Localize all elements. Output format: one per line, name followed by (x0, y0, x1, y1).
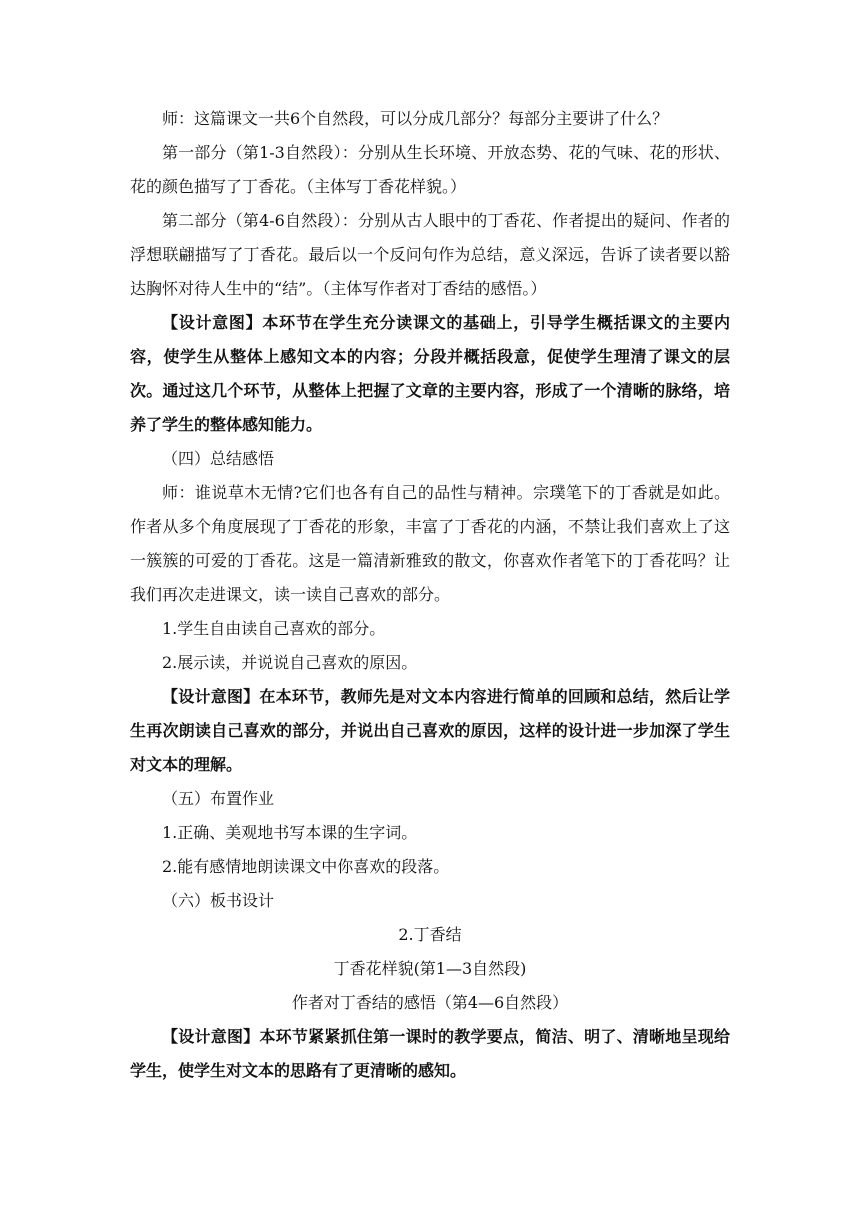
board-title: 2.丁香结 (398, 925, 462, 944)
board-line-1: 丁香花样貌(第1—3自然段) (333, 959, 527, 978)
section-heading-homework: （五）布置作业 (162, 789, 275, 808)
design-intent-1: 【设计意图】本环节在学生充分读课文的基础上，引导学生概括课文的主要内容，使学生从整体上感知文本的内容；分段并概括段意，促使学生理清了课文的层次。通过这几个环节，从整体上把握了文章的主要内容，形成了一个清晰的脉络，培养了学生的整体感知能力。 (130, 313, 730, 434)
paragraph-part-one: 第一部分（第1-3自然段）：分别从生长环境、开放态势、花的气味、花的形状、花的颜色描写了丁香花。（主体写丁香花样貌。） (130, 143, 730, 196)
design-intent-2: 【设计意图】在本环节，教师先是对文本内容进行简单的回顾和总结，然后让学生再次朗读自己喜欢的部分，并说出自己喜欢的原因，这样的设计进一步加深了学生对文本的理解。 (130, 687, 730, 774)
section-heading-summary: （四）总结感悟 (162, 449, 275, 468)
list-item-1: 1.学生自由读自己喜欢的部分。 (162, 619, 386, 638)
document-body (130, 102, 730, 1088)
paragraph-teacher-question: 师：这篇课文一共6个自然段，可以分成几部分？每部分主要讲了什么？ (162, 109, 669, 128)
paragraph-part-two: 第二部分（第4-6自然段）：分别从古人眼中的丁香花、作者提出的疑问、作者的浮想联翩描写了丁香花。最后以一个反问句作为总结，意义深远，告诉了读者要以豁达胸怀对待人生中的“结”。（主体写作者对丁香结的感悟。） (130, 211, 730, 298)
homework-item-2: 2.能有感情地朗读课文中你喜欢的段落。 (162, 857, 450, 876)
design-intent-3: 【设计意图】本环节紧紧抓住第一课时的教学要点，简洁、明了、清晰地呈现给学生，使学生对文本的思路有了更清晰的感知。 (130, 1027, 730, 1080)
list-item-2: 2.展示读，并说说自己喜欢的原因。 (162, 653, 418, 672)
section-heading-board: （六）板书设计 (162, 891, 275, 910)
homework-item-1: 1.正确、美观地书写本课的生字词。 (162, 823, 418, 842)
board-line-2: 作者对丁香结的感悟（第4—6自然段） (291, 993, 569, 1012)
paragraph-teacher-summary: 师：谁说草木无情?它们也各有自己的品性与精神。宗璞笔下的丁香就是如此。作者从多个角度展现了丁香花的形象，丰富了丁香花的内涵，不禁让我们喜欢上了这一簇簇的可爱的丁香花。这是一篇清新雅致的散文，你喜欢作者笔下的丁香花吗？让我们再次走进课文，读一读自己喜欢的部分。 (130, 483, 730, 604)
